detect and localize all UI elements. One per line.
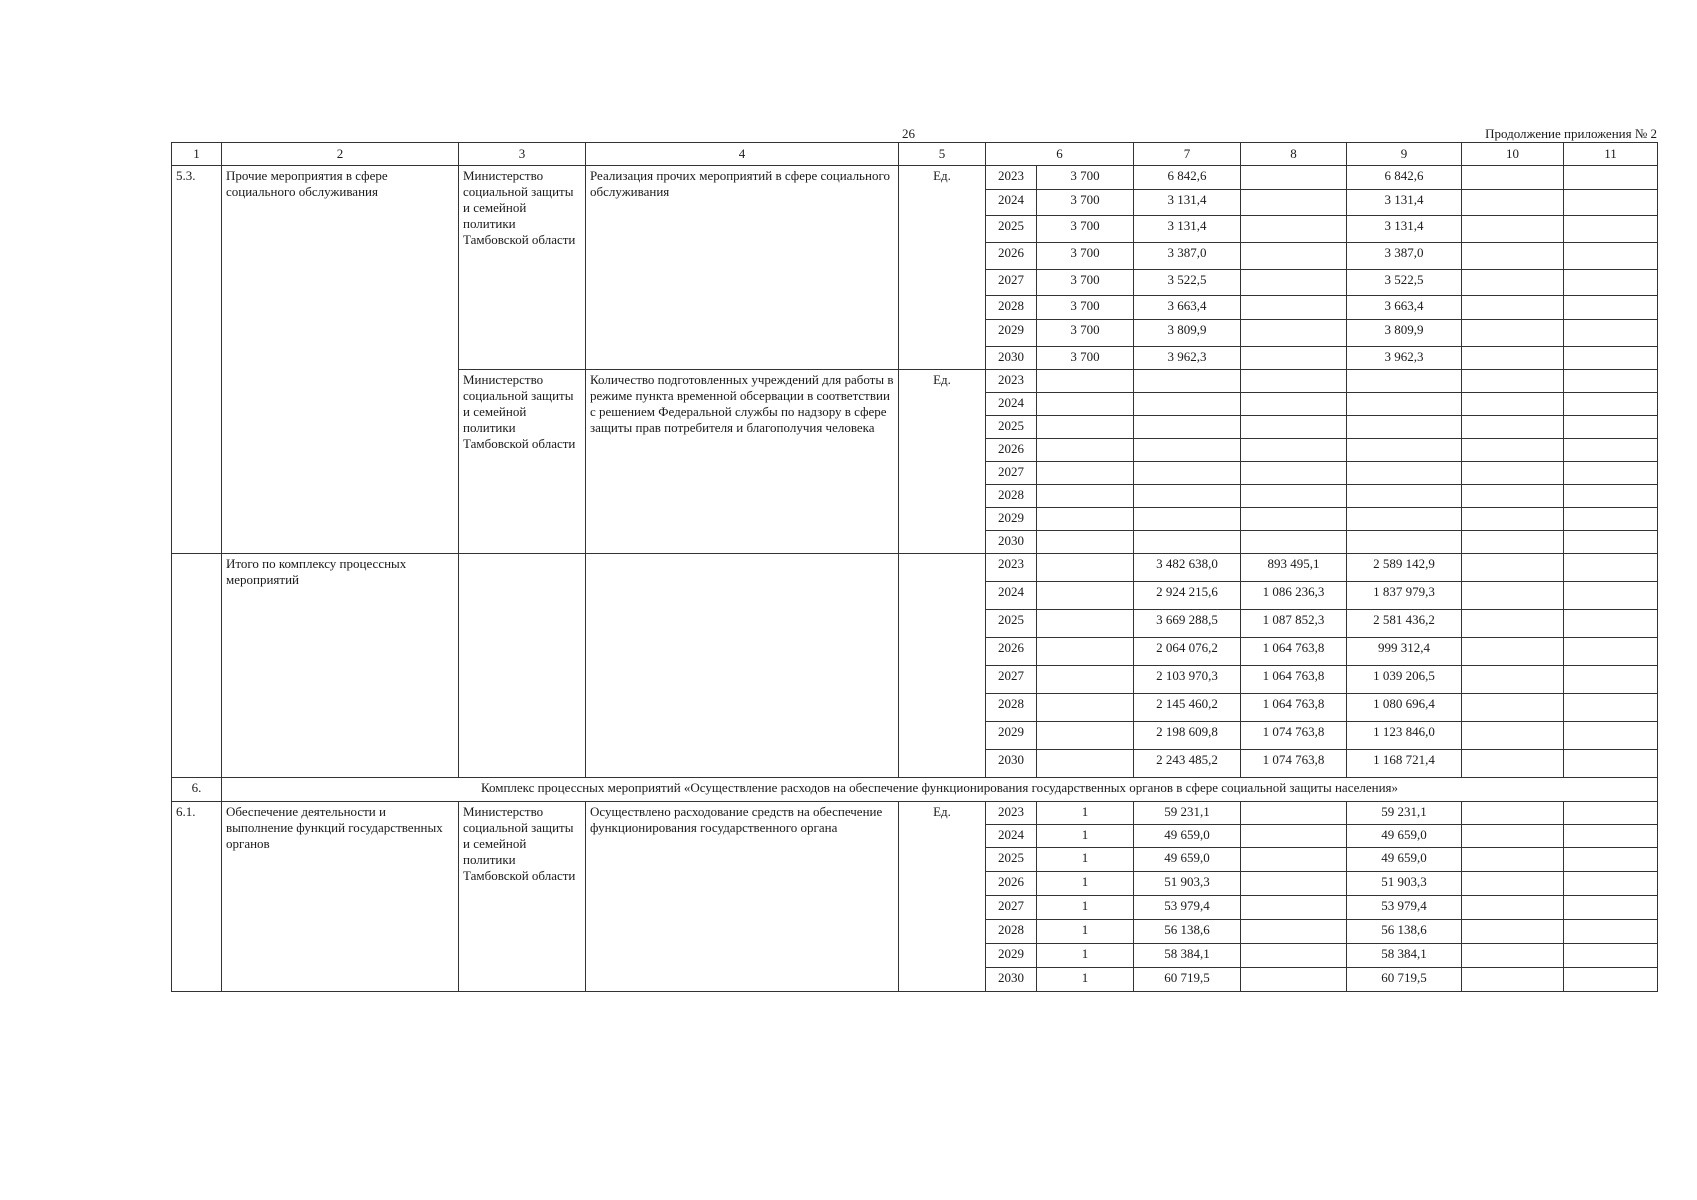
- col10-cell: [1462, 610, 1564, 638]
- amount-federal: [1241, 166, 1347, 190]
- amount-regional: 3 962,3: [1347, 347, 1462, 370]
- year-cell: 2023: [986, 554, 1037, 582]
- col11-cell: [1564, 531, 1658, 554]
- amount-federal: [1241, 802, 1347, 825]
- amount-regional: [1347, 416, 1462, 439]
- col11-cell: [1564, 190, 1658, 216]
- indicator-value: 1: [1037, 848, 1134, 872]
- item-name: Обеспечение деятельности и выполнение функций государственных органов: [222, 802, 459, 992]
- amount-regional: 53 979,4: [1347, 896, 1462, 920]
- amount-regional: 56 138,6: [1347, 920, 1462, 944]
- table-row: [172, 554, 1658, 582]
- col10-cell: [1462, 485, 1564, 508]
- indicator-value: [1037, 508, 1134, 531]
- amount-total: 3 522,5: [1134, 270, 1241, 296]
- amount-regional: [1347, 370, 1462, 393]
- year-cell: 2029: [986, 722, 1037, 750]
- year-cell: 2023: [986, 166, 1037, 190]
- col10-cell: [1462, 896, 1564, 920]
- col11-cell: [1564, 370, 1658, 393]
- amount-federal: [1241, 825, 1347, 848]
- amount-federal: [1241, 243, 1347, 270]
- year-cell: 2030: [986, 968, 1037, 992]
- indicator-value: 1: [1037, 825, 1134, 848]
- amount-regional: 2 581 436,2: [1347, 610, 1462, 638]
- amount-total: 51 903,3: [1134, 872, 1241, 896]
- amount-total: 2 064 076,2: [1134, 638, 1241, 666]
- col11-cell: [1564, 485, 1658, 508]
- col11-cell: [1564, 582, 1658, 610]
- col10-cell: [1462, 582, 1564, 610]
- amount-federal: 1 074 763,8: [1241, 750, 1347, 778]
- col11-cell: [1564, 554, 1658, 582]
- amount-total: [1134, 531, 1241, 554]
- amount-regional: 58 384,1: [1347, 944, 1462, 968]
- col10-cell: [1462, 968, 1564, 992]
- amount-total: 2 924 215,6: [1134, 582, 1241, 610]
- year-cell: 2029: [986, 944, 1037, 968]
- amount-total: [1134, 485, 1241, 508]
- header-cell: 6: [986, 143, 1134, 166]
- amount-federal: [1241, 485, 1347, 508]
- amount-federal: [1241, 216, 1347, 243]
- col11-cell: [1564, 750, 1658, 778]
- amount-total: 53 979,4: [1134, 896, 1241, 920]
- amount-federal: [1241, 439, 1347, 462]
- year-cell: 2028: [986, 296, 1037, 320]
- amount-regional: 51 903,3: [1347, 872, 1462, 896]
- col10-cell: [1462, 243, 1564, 270]
- indicator-name: Количество подготовленных учреждений для работы в режиме пункта временной обсервации в соответствии с решением Федеральной службы по надзору в сфере защиты прав потребителя и благополучия человека: [586, 370, 899, 554]
- year-cell: 2024: [986, 393, 1037, 416]
- header-cell: 8: [1241, 143, 1347, 166]
- amount-federal: [1241, 508, 1347, 531]
- total-label: Итого по комплексу процессных мероприятий: [222, 554, 459, 778]
- amount-federal: 1 074 763,8: [1241, 722, 1347, 750]
- amount-total: 49 659,0: [1134, 825, 1241, 848]
- amount-total: 2 198 609,8: [1134, 722, 1241, 750]
- amount-total: 49 659,0: [1134, 848, 1241, 872]
- col11-cell: [1564, 722, 1658, 750]
- header-cell: 4: [586, 143, 899, 166]
- year-cell: 2026: [986, 872, 1037, 896]
- col10-cell: [1462, 216, 1564, 243]
- col10-cell: [1462, 462, 1564, 485]
- amount-total: 2 243 485,2: [1134, 750, 1241, 778]
- col11-cell: [1564, 243, 1658, 270]
- header-cell: 3: [459, 143, 586, 166]
- indicator-value: [1037, 531, 1134, 554]
- indicator-value: [1037, 554, 1134, 582]
- amount-regional: 1 080 696,4: [1347, 694, 1462, 722]
- year-cell: 2027: [986, 666, 1037, 694]
- year-cell: 2025: [986, 416, 1037, 439]
- year-cell: 2025: [986, 216, 1037, 243]
- indicator-value: [1037, 610, 1134, 638]
- col11-cell: [1564, 439, 1658, 462]
- col10-cell: [1462, 825, 1564, 848]
- year-cell: 2030: [986, 347, 1037, 370]
- col10-cell: [1462, 920, 1564, 944]
- year-cell: 2026: [986, 638, 1037, 666]
- col11-cell: [1564, 638, 1658, 666]
- unit-cell: Ед.: [899, 802, 986, 992]
- amount-total: 6 842,6: [1134, 166, 1241, 190]
- unit-cell: Ед.: [899, 370, 986, 554]
- amount-regional: [1347, 462, 1462, 485]
- amount-federal: [1241, 872, 1347, 896]
- col10-cell: [1462, 296, 1564, 320]
- unit-cell: [899, 554, 986, 778]
- col11-cell: [1564, 944, 1658, 968]
- col11-cell: [1564, 825, 1658, 848]
- amount-federal: [1241, 190, 1347, 216]
- col10-cell: [1462, 190, 1564, 216]
- header-cell: 9: [1347, 143, 1462, 166]
- year-cell: 2026: [986, 243, 1037, 270]
- indicator-value: 1: [1037, 944, 1134, 968]
- col10-cell: [1462, 848, 1564, 872]
- responsible-ministry: Министерство социальной защиты и семейной политики Тамбовской области: [459, 370, 586, 554]
- amount-regional: 49 659,0: [1347, 848, 1462, 872]
- amount-regional: [1347, 485, 1462, 508]
- responsible-ministry: Министерство социальной защиты и семейной политики Тамбовской области: [459, 166, 586, 370]
- unit-cell: Ед.: [899, 166, 986, 370]
- amount-federal: [1241, 270, 1347, 296]
- program-table: [171, 142, 1658, 992]
- indicator-name: Осуществлено расходование средств на обеспечение функционирования государственного органа: [586, 802, 899, 992]
- year-cell: 2027: [986, 270, 1037, 296]
- indicator-value: 3 700: [1037, 216, 1134, 243]
- amount-regional: 60 719,5: [1347, 968, 1462, 992]
- amount-regional: 1 123 846,0: [1347, 722, 1462, 750]
- amount-federal: [1241, 370, 1347, 393]
- year-cell: 2027: [986, 462, 1037, 485]
- col11-cell: [1564, 347, 1658, 370]
- amount-federal: [1241, 393, 1347, 416]
- year-cell: 2028: [986, 485, 1037, 508]
- amount-regional: 1 039 206,5: [1347, 666, 1462, 694]
- amount-regional: [1347, 531, 1462, 554]
- amount-federal: [1241, 296, 1347, 320]
- amount-regional: 2 589 142,9: [1347, 554, 1462, 582]
- indicator-name: Реализация прочих мероприятий в сфере социального обслуживания: [586, 166, 899, 370]
- indicator-value: [1037, 485, 1134, 508]
- col11-cell: [1564, 166, 1658, 190]
- indicator-value: [1037, 370, 1134, 393]
- indicator-value: 1: [1037, 920, 1134, 944]
- amount-total: 2 103 970,3: [1134, 666, 1241, 694]
- responsible-ministry: [459, 554, 586, 778]
- amount-total: 3 669 288,5: [1134, 610, 1241, 638]
- amount-federal: [1241, 896, 1347, 920]
- amount-total: 3 482 638,0: [1134, 554, 1241, 582]
- col11-cell: [1564, 896, 1658, 920]
- amount-regional: 1 837 979,3: [1347, 582, 1462, 610]
- col10-cell: [1462, 554, 1564, 582]
- col11-cell: [1564, 462, 1658, 485]
- indicator-value: [1037, 393, 1134, 416]
- amount-federal: [1241, 920, 1347, 944]
- indicator-value: 3 700: [1037, 296, 1134, 320]
- amount-total: 58 384,1: [1134, 944, 1241, 968]
- indicator-value: 1: [1037, 872, 1134, 896]
- indicator-value: [1037, 582, 1134, 610]
- year-cell: 2024: [986, 825, 1037, 848]
- amount-total: [1134, 462, 1241, 485]
- table-row: [172, 778, 1658, 802]
- indicator-value: 3 700: [1037, 166, 1134, 190]
- indicator-value: 1: [1037, 968, 1134, 992]
- col10-cell: [1462, 347, 1564, 370]
- amount-federal: [1241, 347, 1347, 370]
- amount-total: [1134, 416, 1241, 439]
- col11-cell: [1564, 610, 1658, 638]
- indicator-value: [1037, 750, 1134, 778]
- amount-regional: [1347, 393, 1462, 416]
- year-cell: 2027: [986, 896, 1037, 920]
- table-row: [172, 802, 1658, 825]
- indicator-value: 3 700: [1037, 270, 1134, 296]
- amount-total: 56 138,6: [1134, 920, 1241, 944]
- amount-regional: 49 659,0: [1347, 825, 1462, 848]
- col10-cell: [1462, 166, 1564, 190]
- year-cell: 2030: [986, 531, 1037, 554]
- col11-cell: [1564, 296, 1658, 320]
- col10-cell: [1462, 393, 1564, 416]
- year-cell: 2028: [986, 694, 1037, 722]
- col10-cell: [1462, 439, 1564, 462]
- year-cell: 2024: [986, 582, 1037, 610]
- year-cell: 2024: [986, 190, 1037, 216]
- amount-federal: [1241, 944, 1347, 968]
- amount-regional: 59 231,1: [1347, 802, 1462, 825]
- indicator-value: 3 700: [1037, 320, 1134, 347]
- indicator-value: [1037, 694, 1134, 722]
- year-cell: 2029: [986, 508, 1037, 531]
- amount-total: 3 962,3: [1134, 347, 1241, 370]
- col11-cell: [1564, 393, 1658, 416]
- amount-federal: 1 086 236,3: [1241, 582, 1347, 610]
- col10-cell: [1462, 750, 1564, 778]
- amount-federal: [1241, 320, 1347, 347]
- item-number: 5.3.: [172, 166, 222, 554]
- amount-regional: 999 312,4: [1347, 638, 1462, 666]
- amount-total: 3 663,4: [1134, 296, 1241, 320]
- indicator-value: [1037, 722, 1134, 750]
- item-name: Прочие мероприятия в сфере социального обслуживания: [222, 166, 459, 554]
- indicator-value: [1037, 638, 1134, 666]
- amount-federal: 893 495,1: [1241, 554, 1347, 582]
- col10-cell: [1462, 944, 1564, 968]
- year-cell: 2023: [986, 370, 1037, 393]
- page-number: 26: [902, 126, 915, 141]
- col11-cell: [1564, 216, 1658, 243]
- col10-cell: [1462, 666, 1564, 694]
- col11-cell: [1564, 270, 1658, 296]
- header-cell: 2: [222, 143, 459, 166]
- amount-total: [1134, 370, 1241, 393]
- header-row: [172, 143, 1658, 166]
- item-number: [172, 554, 222, 778]
- col11-cell: [1564, 320, 1658, 347]
- amount-total: 3 131,4: [1134, 190, 1241, 216]
- col10-cell: [1462, 722, 1564, 750]
- indicator-value: 3 700: [1037, 347, 1134, 370]
- responsible-ministry: Министерство социальной защиты и семейной политики Тамбовской области: [459, 802, 586, 992]
- indicator-value: 3 700: [1037, 243, 1134, 270]
- amount-total: 3 809,9: [1134, 320, 1241, 347]
- year-cell: 2023: [986, 802, 1037, 825]
- col10-cell: [1462, 638, 1564, 666]
- amount-total: 60 719,5: [1134, 968, 1241, 992]
- col11-cell: [1564, 666, 1658, 694]
- amount-regional: [1347, 508, 1462, 531]
- amount-federal: 1 087 852,3: [1241, 610, 1347, 638]
- year-cell: 2025: [986, 848, 1037, 872]
- section-title: Комплекс процессных мероприятий «Осуществление расходов на обеспечение функционирования государственных органов в сфере социальной защиты населения»: [222, 778, 1658, 802]
- col10-cell: [1462, 370, 1564, 393]
- col10-cell: [1462, 694, 1564, 722]
- amount-regional: 3 522,5: [1347, 270, 1462, 296]
- col10-cell: [1462, 320, 1564, 347]
- amount-total: [1134, 439, 1241, 462]
- indicator-name: [586, 554, 899, 778]
- col10-cell: [1462, 508, 1564, 531]
- header-cell: 1: [172, 143, 222, 166]
- amount-regional: 6 842,6: [1347, 166, 1462, 190]
- amount-regional: 1 168 721,4: [1347, 750, 1462, 778]
- amount-total: 2 145 460,2: [1134, 694, 1241, 722]
- indicator-value: [1037, 416, 1134, 439]
- col10-cell: [1462, 802, 1564, 825]
- col11-cell: [1564, 416, 1658, 439]
- col10-cell: [1462, 416, 1564, 439]
- header-cell: 5: [899, 143, 986, 166]
- header-cell: 7: [1134, 143, 1241, 166]
- amount-regional: 3 663,4: [1347, 296, 1462, 320]
- table-row: [172, 166, 1658, 190]
- amount-regional: 3 387,0: [1347, 243, 1462, 270]
- item-number: 6.1.: [172, 802, 222, 992]
- col11-cell: [1564, 848, 1658, 872]
- col11-cell: [1564, 872, 1658, 896]
- indicator-value: 1: [1037, 896, 1134, 920]
- year-cell: 2030: [986, 750, 1037, 778]
- col11-cell: [1564, 920, 1658, 944]
- amount-federal: [1241, 531, 1347, 554]
- amount-regional: [1347, 439, 1462, 462]
- amount-total: [1134, 393, 1241, 416]
- col11-cell: [1564, 508, 1658, 531]
- col10-cell: [1462, 872, 1564, 896]
- col10-cell: [1462, 270, 1564, 296]
- col10-cell: [1462, 531, 1564, 554]
- indicator-value: 3 700: [1037, 190, 1134, 216]
- amount-regional: 3 809,9: [1347, 320, 1462, 347]
- amount-federal: 1 064 763,8: [1241, 694, 1347, 722]
- indicator-value: [1037, 439, 1134, 462]
- section-number: 6.: [172, 778, 222, 802]
- indicator-value: [1037, 666, 1134, 694]
- amount-regional: 3 131,4: [1347, 190, 1462, 216]
- amount-federal: 1 064 763,8: [1241, 666, 1347, 694]
- year-cell: 2026: [986, 439, 1037, 462]
- amount-total: 3 131,4: [1134, 216, 1241, 243]
- header-cell: 11: [1564, 143, 1658, 166]
- year-cell: 2029: [986, 320, 1037, 347]
- indicator-value: 1: [1037, 802, 1134, 825]
- continuation-note: Продолжение приложения № 2: [1485, 126, 1657, 141]
- col11-cell: [1564, 694, 1658, 722]
- amount-regional: 3 131,4: [1347, 216, 1462, 243]
- year-cell: 2025: [986, 610, 1037, 638]
- year-cell: 2028: [986, 920, 1037, 944]
- amount-total: [1134, 508, 1241, 531]
- header-cell: 10: [1462, 143, 1564, 166]
- col11-cell: [1564, 802, 1658, 825]
- indicator-value: [1037, 462, 1134, 485]
- col11-cell: [1564, 968, 1658, 992]
- amount-federal: 1 064 763,8: [1241, 638, 1347, 666]
- amount-federal: [1241, 848, 1347, 872]
- amount-total: 59 231,1: [1134, 802, 1241, 825]
- amount-federal: [1241, 462, 1347, 485]
- amount-total: 3 387,0: [1134, 243, 1241, 270]
- amount-federal: [1241, 968, 1347, 992]
- amount-federal: [1241, 416, 1347, 439]
